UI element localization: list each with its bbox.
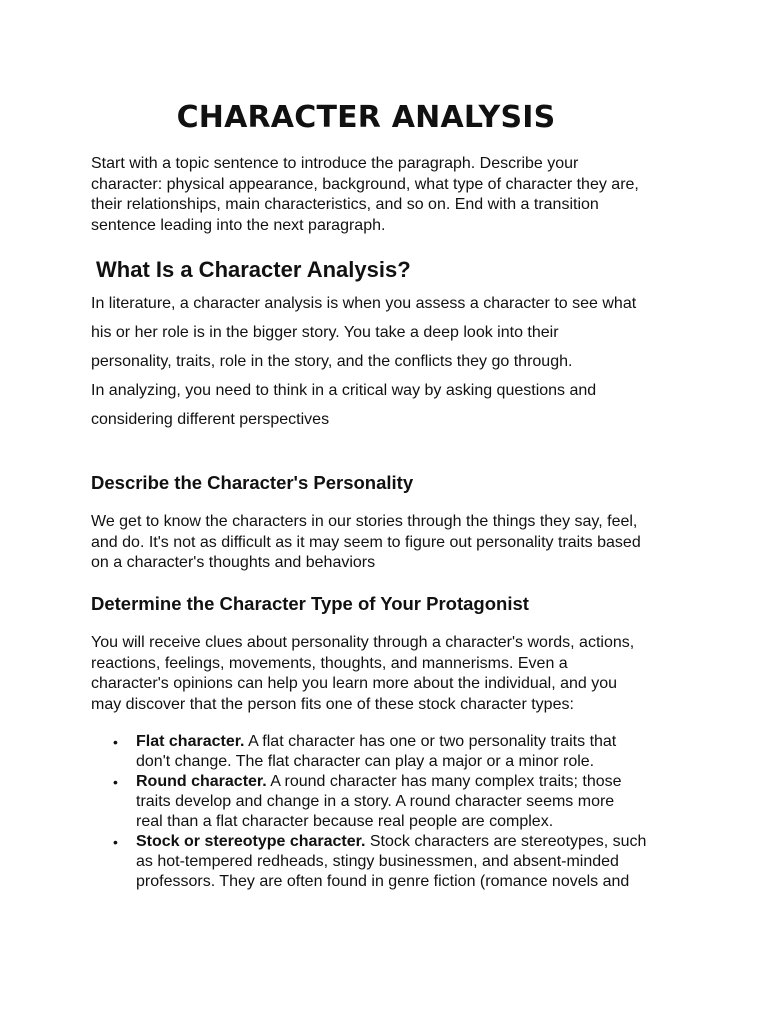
section2-line: and do. It's not as difficult as it may seem to figure out personality traits based [91,533,641,551]
list-item-text: don't change. The flat character can play a major or a minor role. [136,753,595,770]
list-item [91,772,691,832]
list-item [91,832,691,892]
list-item-term: Flat character. [136,733,245,750]
intro-line: their relationships, main characteristics, and so on. End with a transition [91,196,599,213]
list-item-text: traits develop and change in a story. A round character seems more [136,793,615,810]
section2-paragraph [91,512,691,574]
intro-line: character: physical appearance, background, what type of character they are, [91,175,639,193]
section1-line: personality, traits, role in the story, and the conflicts they go through. [91,353,573,370]
page-title: CHARACTER ANALYSIS [176,100,556,135]
section3-line: reactions, feelings, movements, thoughts, and mannerisms. Even a [91,654,568,672]
list-item-text: real than a flat character because real people are complex. [136,813,554,830]
bullet-icon: • [113,834,118,850]
list-item [91,732,691,772]
list-item-text: professors. They are often found in genre fiction (romance novels and [136,873,630,890]
section-heading-character-type: Determine the Character Type of Your Protagonist [91,593,529,614]
intro-line: Start with a topic sentence to introduce the paragraph. Describe your [91,155,579,172]
section3-line: may discover that the person fits one of these stock character types: [91,695,574,713]
character-types-list [91,732,691,892]
intro-paragraph [91,154,691,236]
list-item-text: as hot-tempered redheads, stingy businessmen, and absent-minded [136,853,619,870]
section-heading-what-is: What Is a Character Analysis? [96,257,411,282]
list-item-term: Round character. [136,773,267,790]
intro-line: sentence leading into the next paragraph. [91,216,386,234]
list-item-text: A round character has many complex traits; those [266,773,622,790]
section1-line: In literature, a character analysis is when you assess a character to see what [91,295,637,312]
list-item-text: A flat character has one or two personality traits that [244,733,617,750]
section2-line: We get to know the characters in our stories through the things they say, feel, [91,513,638,530]
section1-line: his or her role is in the bigger story. You take a deep look into their [91,324,559,341]
section3-paragraph [91,633,691,715]
section1-line: In analyzing, you need to think in a critical way by asking questions and [91,382,597,399]
section3-line: character's opinions can help you learn more about the individual, and you [91,675,618,692]
bullet-icon: • [113,734,118,750]
section-heading-personality: Describe the Character's Personality [91,472,414,493]
section1-line: considering different perspectives [91,411,330,428]
list-item-term: Stock or stereotype character. [136,833,366,850]
bullet-icon: • [113,774,118,790]
section3-line: You will receive clues about personality through a character's words, actions, [91,634,635,651]
list-item-text: Stock characters are stereotypes, such [365,833,647,850]
section2-line: on a character's thoughts and behaviors [91,554,376,571]
section1-paragraph [91,289,691,434]
